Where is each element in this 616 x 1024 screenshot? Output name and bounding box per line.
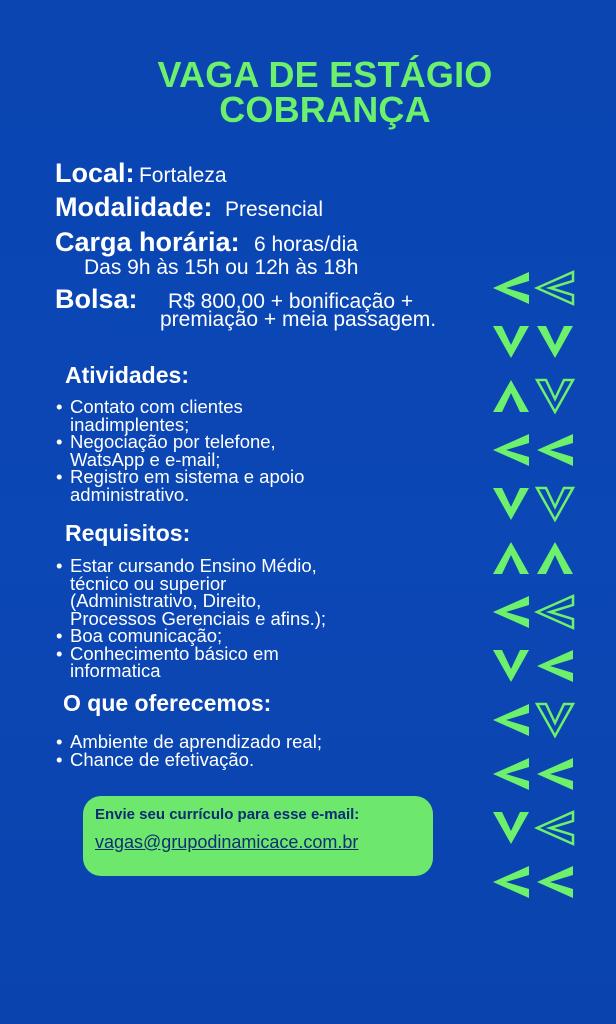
contact-instruction: Envie seu currículo para esse e-mail: (95, 806, 360, 823)
list-item: • Conhecimento básico em (54, 645, 326, 663)
chevron-shape (537, 650, 573, 682)
bolsa-continuation: premiação + meia passagem. (160, 308, 437, 331)
list-item: • Registro em sistema e apoio (54, 468, 304, 486)
oferecemos-title: O que oferecemos: (63, 690, 272, 716)
modalidade-row (55, 192, 323, 223)
local-row (55, 158, 227, 189)
schedule-text: Das 9h às 15h ou 12h às 18h (84, 256, 359, 279)
requisitos-list (54, 557, 326, 680)
list-item: • Contato com clientes (54, 398, 304, 416)
list-item-continued: WatsApp e e-mail; (70, 448, 221, 470)
chevron-shape (537, 272, 573, 304)
chevron-shape (537, 542, 573, 574)
list-item: • Chance de efetivação. (54, 751, 322, 769)
list-item: • Negociação por telefone, (54, 433, 304, 451)
carga-horaria-row (55, 227, 358, 258)
chevron-shape (493, 812, 529, 844)
chevron-shape (493, 542, 529, 574)
modalidade-label: Modalidade: (55, 192, 213, 222)
list-item: • Boa comunicação; (54, 627, 326, 645)
chevron-shape (493, 272, 529, 304)
chevron-shape (537, 434, 573, 466)
contact-email-link[interactable]: vagas@grupodinamicace.com.br (95, 832, 359, 852)
chevron-shape (537, 326, 573, 358)
local-value: Fortaleza (138, 164, 227, 187)
list-item: • Estar cursando Ensino Médio, (54, 557, 326, 575)
chevron-shape (537, 488, 573, 520)
modalidade-value: Presencial (224, 198, 324, 221)
atividades-list (54, 398, 304, 503)
chevron-shape (493, 596, 529, 628)
chevron-shape (537, 380, 573, 412)
list-item: • Ambiente de aprendizado real; (54, 733, 322, 751)
carga-horaria-label: Carga horária: (55, 227, 240, 257)
bolsa-label: Bolsa: (55, 284, 138, 314)
title-line-1: VAGA DE ESTÁGIO (157, 54, 493, 95)
title-line-2: COBRANÇA (219, 89, 431, 130)
chevron-shape (493, 488, 529, 520)
list-item-continued: técnico ou superior (70, 572, 227, 594)
list-item-continued: inadimplentes; (70, 413, 190, 435)
chevron-shape (493, 434, 529, 466)
list-item-continued: administrativo. (70, 483, 190, 505)
list-item-continued: (Administrativo, Direito, (70, 590, 262, 611)
contact-box (83, 796, 433, 876)
chevron-shape (493, 866, 529, 898)
list-item-continued: Processos Gerenciais e afins.); (70, 607, 327, 629)
local-label: Local: (55, 158, 135, 188)
chevron-pattern-icon (489, 268, 579, 922)
chevron-shape (493, 650, 529, 682)
oferecemos-list (54, 733, 322, 768)
chevron-shape (537, 866, 573, 898)
chevron-shape (537, 704, 573, 736)
chevron-shape (493, 380, 529, 412)
chevron-shape (493, 758, 529, 790)
chevron-shape (537, 812, 573, 844)
list-item-continued: informatica (70, 660, 161, 681)
carga-horaria-value: 6 horas/dia (254, 233, 358, 256)
bolsa-value: R$ 800,00 + bonificação + (167, 290, 414, 313)
requisitos-title: Requisitos: (65, 520, 191, 546)
chevron-shape (493, 704, 529, 736)
chevron-shape (537, 596, 573, 628)
chevron-shape (537, 758, 573, 790)
chevron-shape (493, 326, 529, 358)
atividades-title: Atividades: (65, 362, 189, 388)
